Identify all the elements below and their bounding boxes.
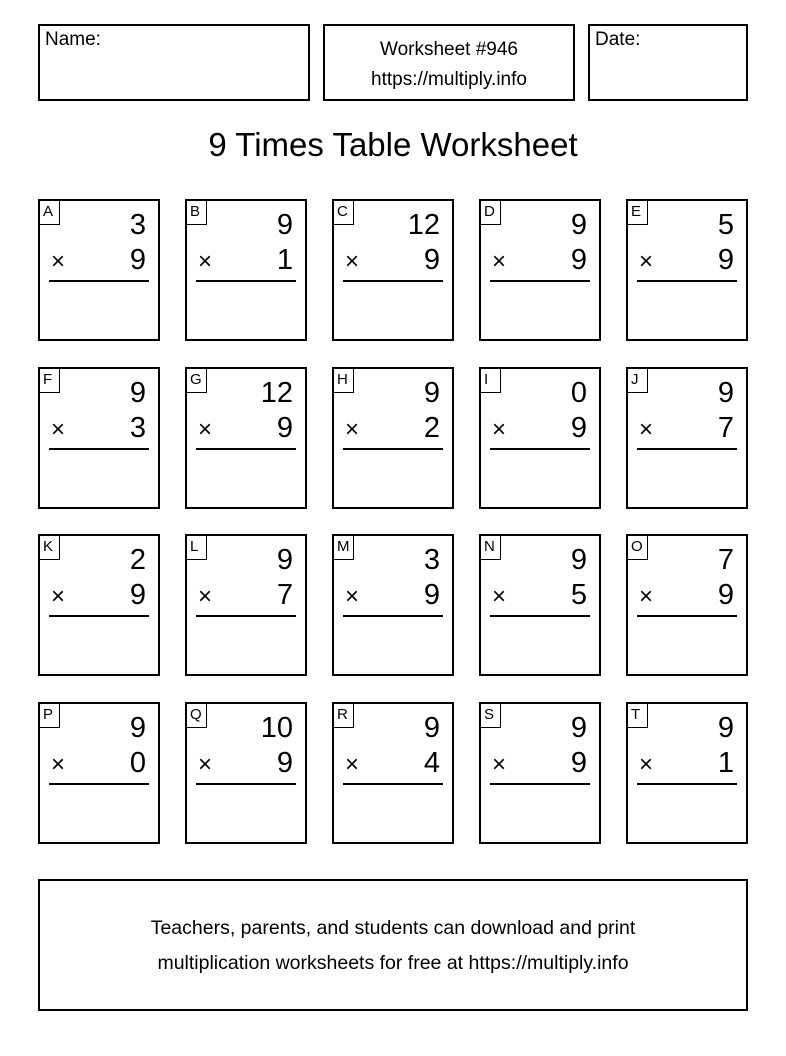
multiplicand: 7 [717, 544, 734, 576]
multiplier: 9 [423, 244, 440, 276]
answer-line [637, 783, 737, 785]
problem-card[interactable] [185, 702, 307, 844]
multiplicand: 9 [717, 711, 734, 744]
problem-letter: T [628, 704, 648, 728]
answer-line [637, 448, 737, 450]
answer-line [490, 615, 590, 617]
multiplicand: 9 [276, 209, 293, 241]
times-sign: × [198, 248, 213, 275]
answer-line [637, 615, 737, 617]
problem-grid [38, 199, 748, 842]
multiplicand: 9 [423, 376, 440, 409]
multiplicand: 12 [260, 376, 293, 409]
answer-line [196, 448, 296, 450]
answer-line [196, 615, 296, 617]
multiplier: 5 [570, 579, 587, 611]
times-sign: × [345, 415, 360, 443]
multiplicand: 9 [276, 544, 293, 576]
answer-line [49, 783, 149, 785]
problem-card[interactable] [38, 534, 160, 676]
name-box[interactable] [38, 24, 310, 101]
times-sign: × [639, 248, 654, 275]
problem-card[interactable] [185, 199, 307, 341]
multiplicand: 9 [570, 711, 587, 744]
multiplier: 9 [570, 746, 587, 779]
problem-letter: J [628, 369, 648, 393]
problem-letter: O [628, 536, 648, 560]
answer-line [637, 280, 737, 282]
problem-letter: F [40, 369, 60, 393]
problem-letter: P [40, 704, 60, 728]
answer-line [490, 280, 590, 282]
problem-letter: E [628, 201, 648, 225]
problem-letter: K [40, 536, 60, 560]
times-sign: × [51, 583, 66, 610]
footer-line-1: Teachers, parents, and students can download and print [150, 917, 636, 939]
problem-card[interactable] [479, 702, 601, 844]
times-sign: × [51, 248, 66, 275]
date-label: Date: [595, 29, 641, 50]
date-box[interactable] [588, 24, 748, 101]
times-sign: × [492, 248, 507, 275]
problem-letter: I [481, 369, 501, 393]
footer-line-2: multiplication worksheets for free at https://multiply.info [157, 952, 629, 974]
times-sign: × [345, 750, 360, 778]
problem-card[interactable] [332, 702, 454, 844]
multiplier: 1 [276, 244, 293, 276]
times-sign: × [492, 750, 507, 778]
multiplier: 4 [423, 746, 440, 779]
answer-line [343, 448, 443, 450]
problem-card[interactable] [479, 534, 601, 676]
times-sign: × [51, 750, 66, 778]
multiplicand: 9 [423, 711, 440, 744]
answer-line [49, 615, 149, 617]
multiplier: 9 [129, 579, 146, 611]
problem-card[interactable] [38, 199, 160, 341]
multiplier: 0 [129, 746, 146, 779]
multiplier: 2 [423, 411, 440, 444]
multiplier: 9 [717, 579, 734, 611]
problem-card[interactable] [626, 367, 748, 509]
worksheet-url[interactable]: https://multiply.info [371, 69, 527, 90]
multiplicand: 3 [423, 544, 440, 576]
multiplier: 9 [129, 244, 146, 276]
answer-line [490, 448, 590, 450]
problem-letter: N [481, 536, 501, 560]
answer-line [196, 783, 296, 785]
times-sign: × [492, 415, 507, 443]
times-sign: × [345, 583, 360, 610]
times-sign: × [345, 248, 360, 275]
answer-line [49, 448, 149, 450]
name-label: Name: [45, 29, 101, 50]
answer-line [196, 280, 296, 282]
multiplicand: 9 [570, 544, 587, 576]
multiplicand: 3 [129, 209, 146, 241]
problem-letter: B [187, 201, 207, 225]
multiplicand: 9 [570, 209, 587, 241]
answer-line [343, 280, 443, 282]
multiplicand: 0 [570, 376, 587, 409]
answer-line [49, 280, 149, 282]
multiplier: 9 [570, 411, 587, 444]
times-sign: × [198, 750, 213, 778]
problem-letter: Q [187, 704, 207, 728]
multiplicand: 9 [717, 376, 734, 409]
problem-card[interactable] [185, 534, 307, 676]
multiplicand: 10 [260, 711, 293, 744]
multiplier: 9 [570, 244, 587, 276]
problem-letter: D [481, 201, 501, 225]
problem-card[interactable] [626, 702, 748, 844]
problem-card[interactable] [38, 367, 160, 509]
times-sign: × [51, 415, 66, 443]
problem-card[interactable] [185, 367, 307, 509]
problem-card[interactable] [626, 534, 748, 676]
problem-card[interactable] [626, 199, 748, 341]
answer-line [490, 783, 590, 785]
problem-card[interactable] [479, 199, 601, 341]
multiplier: 3 [129, 411, 146, 444]
multiplicand: 9 [129, 711, 146, 744]
multiplier: 9 [423, 579, 440, 611]
times-sign: × [198, 415, 213, 443]
multiplicand: 9 [129, 376, 146, 409]
worksheet-info-box [323, 24, 575, 101]
footer-box [38, 879, 748, 1011]
problem-letter: A [40, 201, 60, 225]
multiplier: 9 [717, 244, 734, 276]
answer-line [343, 783, 443, 785]
problem-card[interactable] [332, 199, 454, 341]
answer-line [343, 615, 443, 617]
multiplier: 9 [276, 411, 293, 444]
problem-card[interactable] [332, 534, 454, 676]
problem-letter: M [334, 536, 354, 560]
times-sign: × [492, 583, 507, 610]
problem-letter: L [187, 536, 207, 560]
multiplicand: 12 [407, 209, 440, 241]
times-sign: × [639, 583, 654, 610]
multiplicand: 5 [717, 209, 734, 241]
times-sign: × [639, 750, 654, 778]
worksheet-number: Worksheet #946 [379, 39, 518, 60]
problem-card[interactable] [38, 702, 160, 844]
problem-letter: G [187, 369, 207, 393]
multiplier: 9 [276, 746, 293, 779]
multiplier: 7 [717, 411, 734, 444]
multiplicand: 2 [129, 544, 146, 576]
times-sign: × [198, 583, 213, 610]
multiplier: 7 [276, 579, 293, 611]
problem-letter: H [334, 369, 354, 393]
problem-letter: R [334, 704, 354, 728]
multiplier: 1 [717, 746, 734, 779]
problem-card[interactable] [332, 367, 454, 509]
problem-letter: S [481, 704, 501, 728]
times-sign: × [639, 415, 654, 443]
problem-letter: C [334, 201, 354, 225]
problem-card[interactable] [479, 367, 601, 509]
page-title: 9 Times Table Worksheet [208, 126, 578, 163]
